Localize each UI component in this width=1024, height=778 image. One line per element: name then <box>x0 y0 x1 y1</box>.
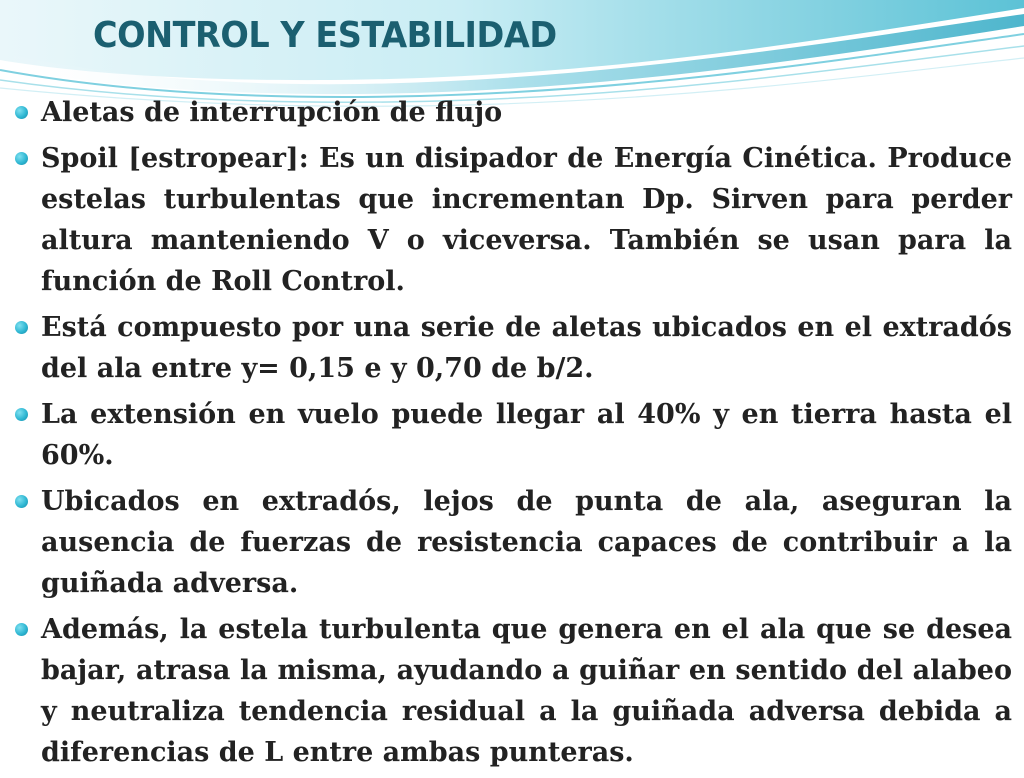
bullet-dot-icon <box>15 152 28 165</box>
slide-title: CONTROL Y ESTABILIDAD <box>93 15 557 56</box>
bullet-dot-icon <box>15 408 28 421</box>
bullet-text: Spoil [estropear]: Es un disipador de Energía Cinética. Produce estelas turbulentas que incrementan Dp. Sirven para perder altura manteniendo V o viceversa. También se usan para la función de Roll Control. <box>41 143 1012 297</box>
bullet-dot-icon <box>15 623 28 636</box>
bullet-text: Ubicados en extradós, lejos de punta de ala, aseguran la ausencia de fuerzas de resistencia capaces de contribuir a la guiñada adversa. <box>41 486 1012 599</box>
bullet-item <box>14 481 1012 604</box>
bullet-dot-icon <box>15 106 28 119</box>
bullet-text: La extensión en vuelo puede llegar al 40% y en tierra hasta el 60%. <box>41 399 1012 471</box>
bullet-dot-icon <box>15 495 28 508</box>
bullet-item <box>14 307 1012 389</box>
bullet-text: Está compuesto por una serie de aletas ubicados en el extradós del ala entre y= 0,15 e y 0,70 de b/2. <box>41 312 1012 384</box>
bullet-item <box>14 92 1012 133</box>
bullet-item <box>14 138 1012 302</box>
bullet-list <box>14 92 1012 778</box>
bullet-item <box>14 609 1012 773</box>
bullet-text: Además, la estela turbulenta que genera en el ala que se desea bajar, atrasa la misma, ayudando a guiñar en sentido del alabeo y neutraliza tendencia residual a la guiñada adversa debida a diferencias de L entre ambas punteras. <box>41 614 1012 768</box>
bullet-item <box>14 394 1012 476</box>
bullet-dot-icon <box>15 321 28 334</box>
bullet-text: Aletas de interrupción de flujo <box>41 97 503 128</box>
